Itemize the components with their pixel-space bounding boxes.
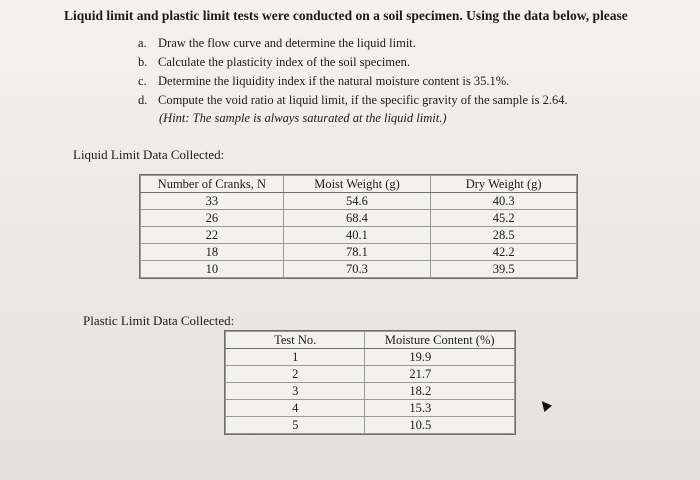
- table-cell: 42.2: [431, 244, 577, 261]
- table-cell: 78.1: [283, 244, 431, 261]
- liquid-limit-title: Liquid Limit Data Collected:: [73, 147, 225, 162]
- column-header: Dry Weight (g): [431, 176, 577, 193]
- table-cell: 68.4: [283, 210, 431, 227]
- question-letter: d.: [138, 93, 148, 107]
- table-cell: 1: [226, 349, 365, 366]
- hint-text: (Hint: The sample is always saturated at the liquid limit.): [159, 111, 447, 125]
- table-row: [226, 366, 515, 383]
- column-header: Number of Cranks, N: [141, 176, 284, 193]
- question-list: [138, 36, 568, 112]
- question-item: [138, 55, 568, 74]
- table-row: [141, 193, 577, 210]
- table-cell: 15.3: [365, 400, 515, 417]
- plastic-limit-table: [225, 331, 515, 434]
- table-row: [226, 400, 515, 417]
- question-text: Determine the liquidity index if the natural moisture content is 35.1%.: [158, 74, 510, 88]
- table-row: [226, 349, 515, 366]
- table-cell: 18.2: [365, 383, 515, 400]
- table-cell: 18: [141, 244, 284, 261]
- column-header: Moist Weight (g): [283, 176, 431, 193]
- plastic-limit-title: Plastic Limit Data Collected:: [83, 313, 235, 328]
- table-cell: 33: [141, 193, 284, 210]
- table-cell: 2: [226, 366, 365, 383]
- table-header-row: [226, 332, 515, 349]
- table-cell: 19.9: [365, 349, 515, 366]
- table-row: [141, 244, 577, 261]
- table-cell: 4: [226, 400, 365, 417]
- table-header-row: [141, 176, 577, 193]
- table-cell: 5: [226, 417, 365, 434]
- table-cell: 3: [226, 383, 365, 400]
- table-cell: 22: [141, 227, 284, 244]
- question-item: [138, 93, 568, 112]
- table-cell: 40.3: [431, 193, 577, 210]
- question-text: Draw the flow curve and determine the liquid limit.: [158, 36, 416, 50]
- table-row: [226, 417, 515, 434]
- question-item: [138, 36, 568, 55]
- column-header: Moisture Content (%): [365, 332, 515, 349]
- table-row: [141, 261, 577, 278]
- table-cell: 10: [141, 261, 284, 278]
- table-row: [141, 227, 577, 244]
- question-letter: a.: [138, 36, 147, 50]
- question-text: Calculate the plasticity index of the soil specimen.: [158, 55, 411, 69]
- table-row: [226, 383, 515, 400]
- question-letter: c.: [138, 74, 147, 88]
- table-cell: 26: [141, 210, 284, 227]
- liquid-limit-table: [140, 175, 577, 278]
- table-cell: 54.6: [283, 193, 431, 210]
- question-letter: b.: [138, 55, 148, 69]
- table-cell: 39.5: [431, 261, 577, 278]
- question-text: Compute the void ratio at liquid limit, if the specific gravity of the sample is 2.64.: [158, 93, 568, 107]
- table-cell: 21.7: [365, 366, 515, 383]
- table-cell: 28.5: [431, 227, 577, 244]
- table-cell: 10.5: [365, 417, 515, 434]
- table-row: [141, 210, 577, 227]
- column-header: Test No.: [226, 332, 365, 349]
- table-cell: 70.3: [283, 261, 431, 278]
- table-cell: 40.1: [283, 227, 431, 244]
- mouse-cursor-icon: [538, 398, 552, 412]
- table-cell: 45.2: [431, 210, 577, 227]
- problem-intro: Liquid limit and plastic limit tests were conducted on a soil specimen. Using the data below, please: [64, 8, 628, 23]
- question-item: [138, 74, 568, 93]
